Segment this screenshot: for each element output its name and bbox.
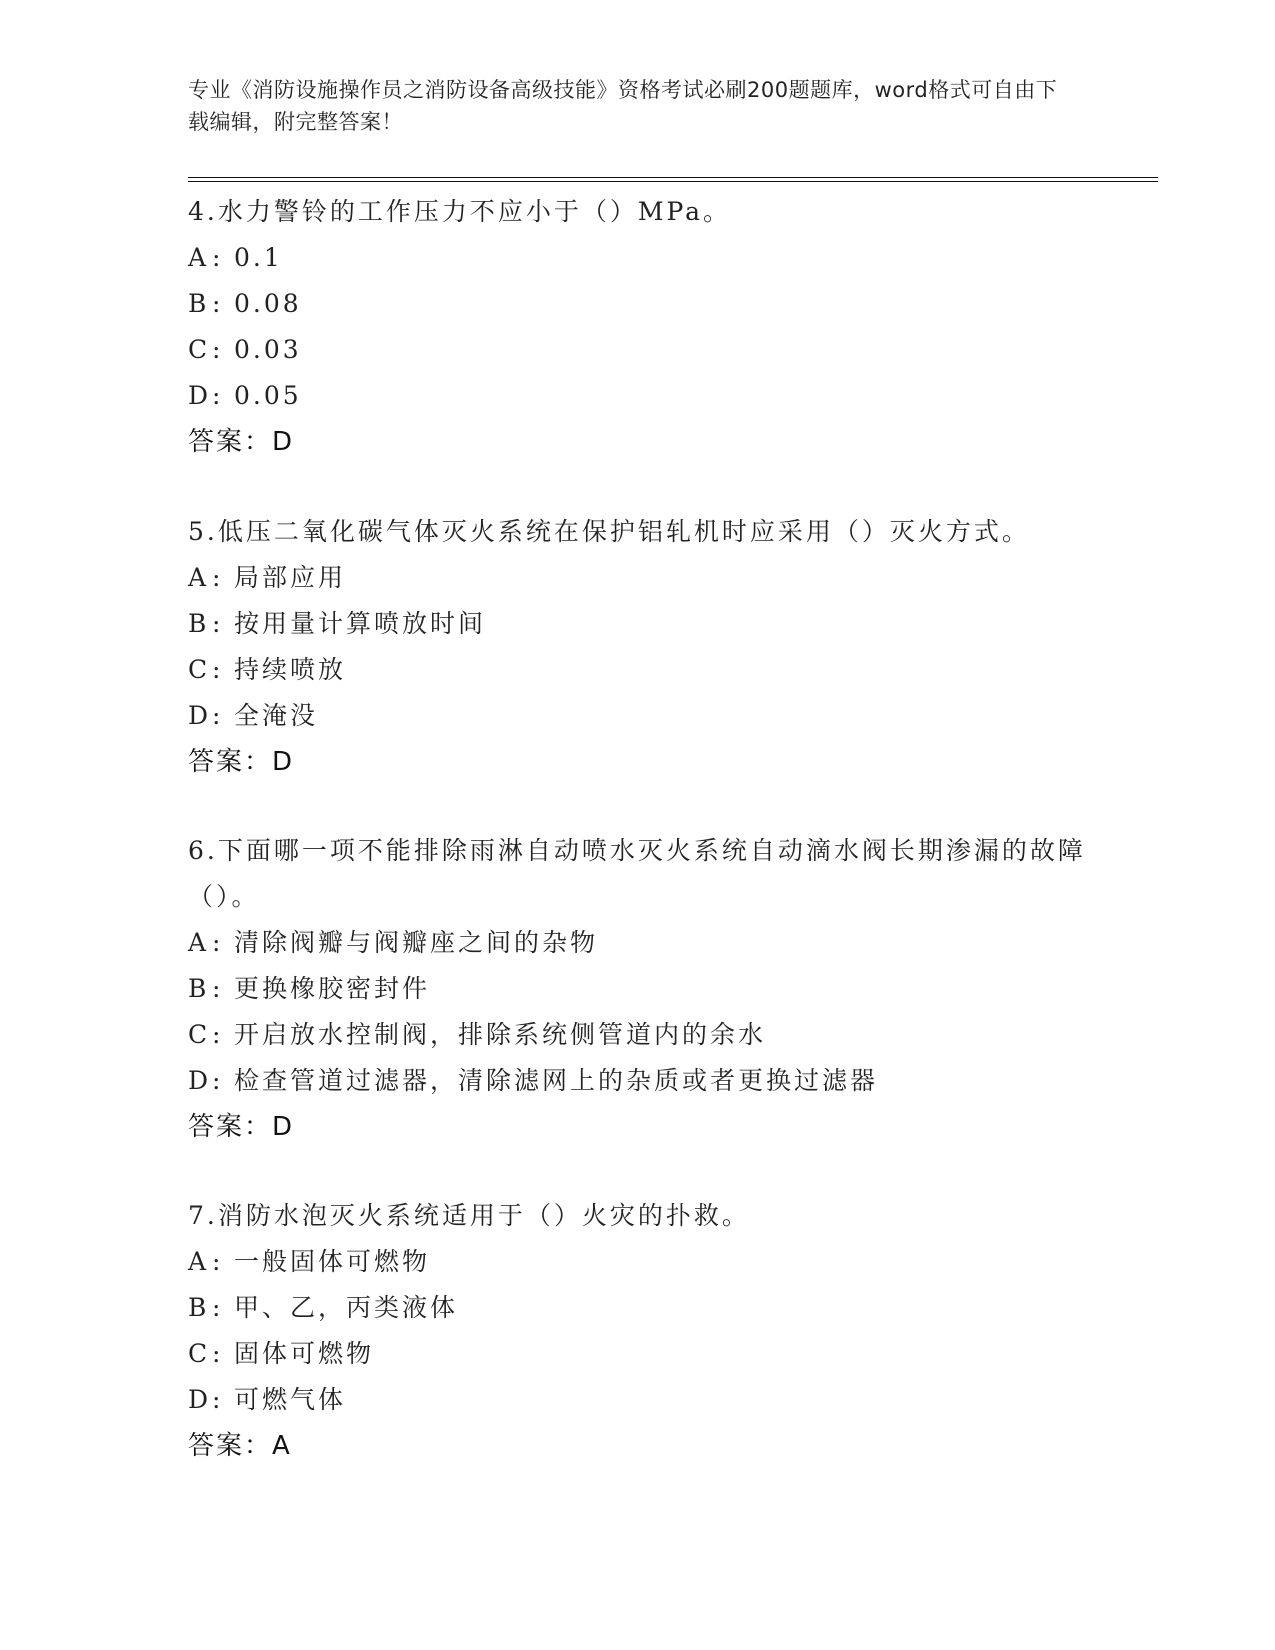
option-letter: B [188, 974, 210, 1003]
question-block [188, 189, 1088, 465]
option-letter: B [188, 1293, 210, 1322]
option-separator: : [212, 1339, 224, 1368]
option-a [188, 920, 1088, 966]
question-stem: 7.消防水泡灭火系统适用于（）火灾的扑救。 [188, 1201, 750, 1230]
option-letter: A [188, 563, 210, 592]
option-text: 固体可燃物 [234, 1339, 375, 1368]
option-c [188, 1331, 1088, 1377]
option-letter: D [188, 701, 212, 730]
option-separator: : [212, 381, 224, 410]
option-text: 0.1 [234, 243, 283, 272]
option-letter: D [188, 1066, 212, 1095]
question-block [188, 509, 1088, 785]
option-d [188, 1058, 1088, 1104]
question-stem: 4.水力警铃的工作压力不应小于（）MPa。 [188, 197, 732, 226]
option-separator: : [212, 289, 224, 318]
option-letter: D [188, 1385, 212, 1414]
option-letter: B [188, 609, 210, 638]
header-divider-top [188, 177, 1158, 178]
answer-line: 答案：D [188, 1112, 295, 1142]
question-stem: 5.低压二氧化碳气体灭火系统在保护铝轧机时应采用（）灭火方式。 [188, 517, 1030, 546]
option-separator: : [212, 1066, 224, 1095]
document-header: 专业《消防设施操作员之消防设备高级技能》资格考试必刷200题题库，word格式可自由下载编辑，附完整答案！ [188, 78, 1058, 134]
option-separator: : [212, 701, 224, 730]
option-b [188, 601, 1088, 647]
option-letter: D [188, 381, 212, 410]
option-text: 0.03 [234, 335, 302, 364]
option-letter: C [188, 1339, 211, 1368]
option-b [188, 966, 1088, 1012]
option-text: 开启放水控制阀，排除系统侧管道内的余水 [234, 1020, 767, 1049]
answer-line: 答案：D [188, 427, 295, 457]
option-d [188, 373, 1088, 419]
option-text: 一般固体可燃物 [234, 1247, 431, 1276]
option-b [188, 1285, 1088, 1331]
option-text: 持续喷放 [234, 655, 347, 684]
option-separator: : [212, 335, 224, 364]
option-a [188, 555, 1088, 601]
option-letter: B [188, 289, 210, 318]
option-d [188, 693, 1088, 739]
option-text: 更换橡胶密封件 [234, 974, 431, 1003]
option-a [188, 235, 1088, 281]
option-separator: : [212, 655, 224, 684]
option-a [188, 1239, 1088, 1285]
option-d [188, 1377, 1088, 1423]
option-letter: C [188, 335, 211, 364]
option-text: 全淹没 [234, 701, 319, 730]
question-block [188, 828, 1088, 1150]
option-separator: : [212, 1293, 224, 1322]
option-letter: A [188, 928, 210, 957]
option-letter: A [188, 243, 210, 272]
option-separator: : [212, 1247, 224, 1276]
option-separator: : [212, 243, 224, 272]
option-text: 按用量计算喷放时间 [234, 609, 487, 638]
option-letter: A [188, 1247, 210, 1276]
option-letter: C [188, 655, 211, 684]
option-separator: : [212, 974, 224, 1003]
option-separator: : [212, 563, 224, 592]
question-stem: 6.下面哪一项不能排除雨淋自动喷水灭火系统自动滴水阀长期渗漏的故障（）。 [188, 836, 1086, 911]
option-separator: : [212, 1385, 224, 1414]
option-separator: : [212, 1020, 224, 1049]
option-text: 甲、乙，丙类液体 [234, 1293, 459, 1322]
option-text: 局部应用 [234, 563, 347, 592]
option-b [188, 281, 1088, 327]
option-letter: C [188, 1020, 211, 1049]
answer-line: 答案：A [188, 1431, 292, 1461]
option-c [188, 647, 1088, 693]
option-text: 0.08 [234, 289, 302, 318]
option-c [188, 1012, 1088, 1058]
header-divider-bottom [188, 181, 1158, 182]
option-text: 可燃气体 [234, 1385, 347, 1414]
option-c [188, 327, 1088, 373]
option-separator: : [212, 609, 224, 638]
question-block [188, 1193, 1088, 1469]
option-text: 检查管道过滤器，清除滤网上的杂质或者更换过滤器 [234, 1066, 879, 1095]
answer-line: 答案：D [188, 747, 295, 777]
option-text: 0.05 [234, 381, 302, 410]
option-separator: : [212, 928, 224, 957]
option-text: 清除阀瓣与阀瓣座之间的杂物 [234, 928, 599, 957]
